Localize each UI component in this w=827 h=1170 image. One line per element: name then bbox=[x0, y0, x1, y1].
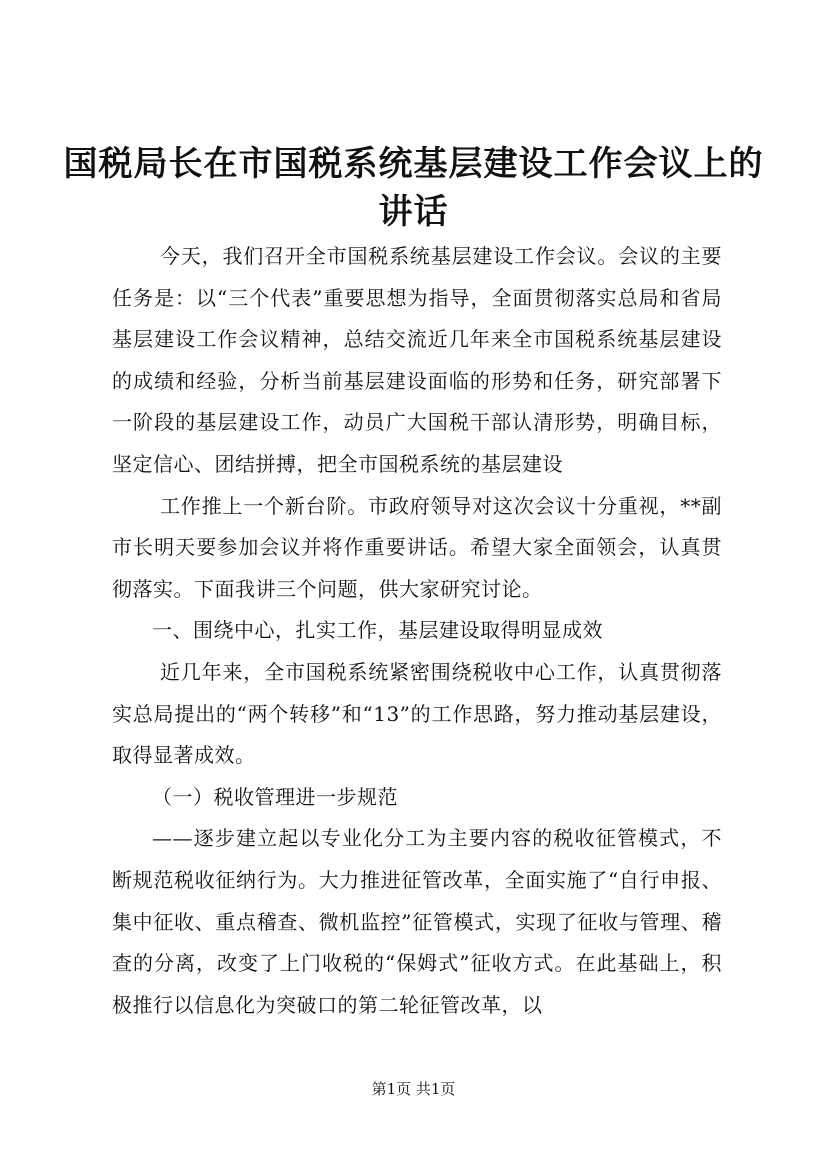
title-line-1: 国税局长在市国税系统基层建设工作会议上的 bbox=[63, 144, 764, 184]
subsection-heading-1: （一）税收管理进一步规范 bbox=[152, 784, 398, 809]
paragraph-intro: 今天，我们召开全市国税系统基层建设工作会议。会议的主要任务是：以“三个代表”重要思想为指导，全面贯彻落实总局和省局基层建设工作会议精神，总结交流近几年来全市国税系统基层建设的成绩和经验，分析当前基层建设面临的形势和任务，研究部署下一阶段的基层建设工作，动员广大国税干部认清形势，明确目标，坚定信心、团结拼搏，把全市国税系统的基层建设 bbox=[112, 244, 722, 476]
document-title bbox=[60, 140, 767, 236]
section-heading-1: 一、围绕中心，扎实工作，基层建设取得明显成效 bbox=[152, 618, 603, 643]
paragraph-subsection-1: ——逐步建立起以专业化分工为主要内容的税收征管模式，不断规范税收征纳行为。大力推进征管改革，全面实施了“自行申报、集中征收、重点稽查、微机监控”征管模式，实现了征收与管理、稽查的分离，改变了上门收税的“保姆式”征收方式。在此基础上，积极推行以信息化为突破口的第二轮征管改革，以 bbox=[112, 826, 722, 1017]
page-footer: 第1页 共1页 bbox=[371, 1080, 456, 1098]
title-line-2: 讲话 bbox=[378, 192, 449, 232]
paragraph-section-1: 近几年来，全市国税系统紧密围绕税收中心工作，认真贯彻落实总局提出的“两个转移”和“13”的工作思路，努力推动基层建设，取得显著成效。 bbox=[112, 659, 722, 768]
document-body bbox=[112, 236, 722, 1026]
paragraph-continuation: 工作推上一个新台阶。市政府领导对这次会议十分重视，**副市长明天要参加会议并将作重要讲话。希望大家全面领会，认真贯彻落实。下面我讲三个问题，供大家研究讨论。 bbox=[112, 493, 722, 601]
